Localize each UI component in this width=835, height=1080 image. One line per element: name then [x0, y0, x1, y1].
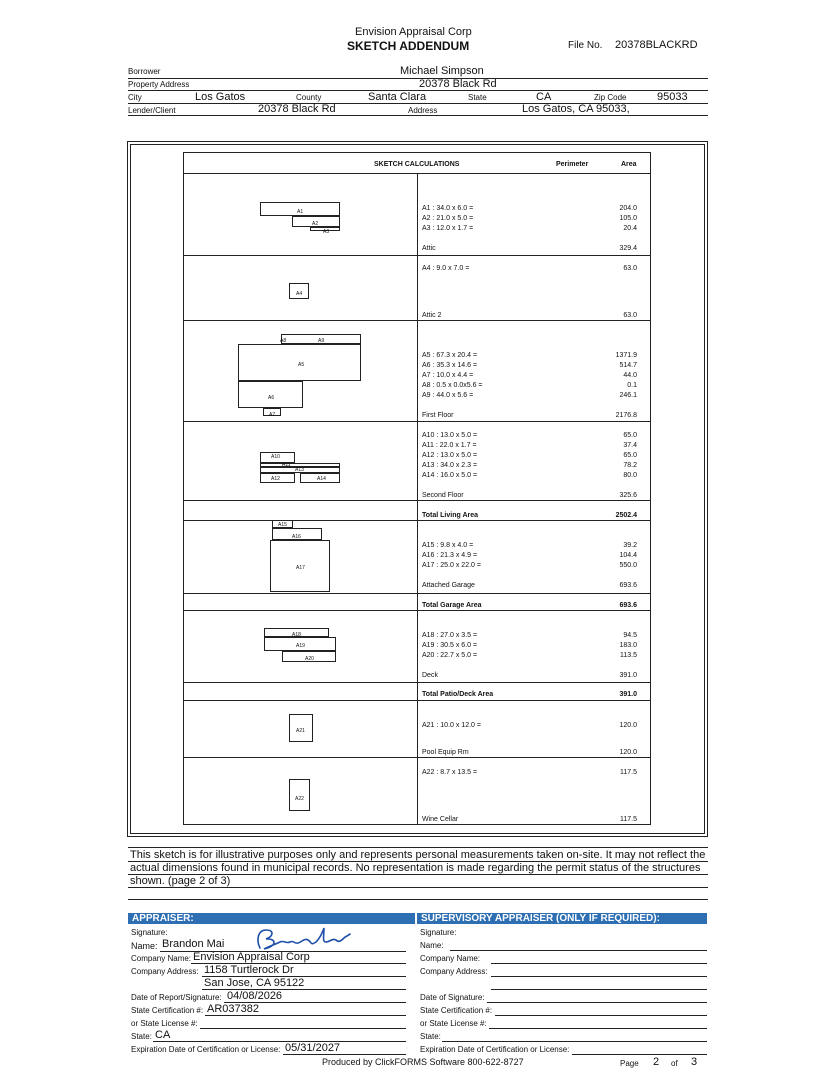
- calc-area: 514.7: [619, 362, 637, 369]
- page-number: 2: [653, 1056, 660, 1068]
- supervisory-cert-label: State Certification #:: [420, 1006, 493, 1015]
- appraiser-company-name: Envision Appraisal Corp: [193, 951, 310, 963]
- calc-total-label: Second Floor: [422, 492, 464, 499]
- calc-area: 105.0: [619, 215, 637, 222]
- calc-line: A11 : 22.0 x 1.7 =: [422, 442, 477, 449]
- sketch-label: A17: [296, 565, 305, 571]
- sketch-label: A20: [305, 656, 314, 662]
- calc-grand-label: Total Patio/Deck Area: [422, 691, 494, 698]
- calc-area: 104.4: [619, 552, 637, 559]
- supervisory-expiration-label: Expiration Date of Certification or License:: [420, 1045, 570, 1054]
- calc-area: 94.5: [623, 632, 637, 639]
- calc-total-label: First Floor: [422, 412, 454, 419]
- zip-label: Zip Code: [594, 93, 627, 102]
- supervisory-company-address-label: Company Address:: [420, 967, 488, 976]
- sketch-label: A11: [282, 462, 291, 468]
- disclaimer-line-1: This sketch is for illustrative purposes only and represents personal measurements taken on-site. It may not reflect the: [130, 849, 706, 861]
- calc-line: A21 : 10.0 x 12.0 =: [422, 722, 481, 729]
- supervisory-signature-label: Signature:: [420, 928, 457, 937]
- calc-line: A7 : 10.0 x 4.4 =: [422, 372, 474, 379]
- company-name: Envision Appraisal Corp: [355, 26, 472, 38]
- appraiser-company-address-label: Company Address:: [131, 967, 199, 976]
- total-pages: 3: [691, 1056, 698, 1068]
- calc-area: 44.0: [623, 372, 637, 379]
- county-value: Santa Clara: [368, 91, 427, 103]
- file-no-label: File No.: [568, 40, 603, 51]
- calc-area: 65.0: [623, 452, 637, 459]
- appraiser-signature: [250, 922, 360, 954]
- calc-line: A9 : 44.0 x 5.6 =: [422, 392, 474, 399]
- calc-grand: 391.0: [619, 691, 637, 698]
- appraiser-cert-label: State Certification #:: [131, 1006, 204, 1015]
- supervisory-state-label: State:: [420, 1032, 441, 1041]
- sketch-label: A4: [296, 291, 303, 297]
- appraiser-company-address-1: 1158 Turtlerock Dr: [204, 964, 294, 976]
- sketch-label: A9: [318, 338, 325, 344]
- calc-total: 117.5: [620, 816, 637, 823]
- city-value: Los Gatos: [195, 91, 246, 103]
- calc-total-label: Deck: [422, 672, 438, 679]
- calc-area: 78.2: [623, 462, 637, 469]
- appraiser-license-label: or State License #:: [131, 1019, 198, 1028]
- calc-grand-label: Total Living Area: [422, 512, 479, 519]
- calc-line: A14 : 16.0 x 5.0 =: [422, 472, 478, 479]
- lender-label: Lender/Client: [128, 106, 176, 115]
- lender-value: 20378 Black Rd: [258, 103, 336, 115]
- calc-area: 1371.9: [615, 352, 637, 359]
- calc-line: A5 : 67.3 x 20.4 =: [422, 352, 478, 359]
- appraiser-expiration: 05/31/2027: [285, 1042, 341, 1054]
- calc-line: A17 : 25.0 x 22.0 =: [422, 562, 481, 569]
- calc-area: 39.2: [623, 542, 637, 549]
- calc-area: 120.0: [619, 722, 637, 729]
- appraiser-company-name-label: Company Name:: [131, 954, 192, 963]
- calc-line: A2 : 21.0 x 5.0 =: [422, 215, 474, 222]
- page-title: SKETCH ADDENDUM: [347, 39, 470, 53]
- sketch-label: A12: [271, 476, 280, 482]
- calc-total: 63.0: [623, 312, 637, 319]
- calc-line: A15 : 9.8 x 4.0 =: [422, 542, 474, 549]
- calc-total: 325.6: [619, 492, 637, 499]
- appraiser-heading: APPRAISER:: [128, 913, 415, 924]
- calc-total-label: Wine Cellar: [422, 816, 459, 823]
- appraiser-signature-label: Signature:: [131, 928, 168, 937]
- calc-total-label: Attic 2: [422, 312, 442, 319]
- state-value: CA: [536, 91, 552, 103]
- appraiser-state-label: State:: [131, 1032, 152, 1041]
- zip-value: 95033: [657, 91, 688, 103]
- appraiser-expiration-label: Expiration Date of Certification or License:: [131, 1045, 281, 1054]
- sketch-label: A22: [295, 796, 304, 802]
- supervisory-license-label: or State License #:: [420, 1019, 487, 1028]
- property-address-value: 20378 Black Rd: [419, 78, 497, 90]
- sketch-label: A10: [271, 454, 280, 460]
- calc-area: 0.1: [627, 382, 637, 389]
- area-header: Area: [621, 161, 637, 168]
- calc-line: A22 : 8.7 x 13.5 =: [422, 769, 478, 776]
- calc-total-label: Attached Garage: [422, 582, 475, 589]
- of-label: of: [671, 1059, 678, 1068]
- calc-line: A20 : 22.7 x 5.0 =: [422, 652, 478, 659]
- city-label: City: [128, 93, 142, 102]
- calc-line: A3 : 12.0 x 1.7 =: [422, 225, 474, 232]
- sketch-label: A14: [317, 476, 326, 482]
- sketch-label: A19: [296, 643, 305, 649]
- appraiser-cert: AR037382: [207, 1003, 259, 1015]
- address-value: Los Gatos, CA 95033,: [522, 103, 630, 115]
- calc-line: A1 : 34.0 x 6.0 =: [422, 205, 474, 212]
- borrower-label: Borrower: [128, 67, 161, 76]
- calc-total-label: Attic: [422, 245, 436, 252]
- calc-area: 80.0: [623, 472, 637, 479]
- sketch-label: A7: [269, 412, 276, 418]
- sketch-label: A8: [280, 338, 287, 344]
- disclaimer-line-3: shown. (page 2 of 3): [130, 875, 231, 887]
- produced-by: Produced by ClickFORMS Software 800-622-8727: [322, 1057, 524, 1067]
- calc-line: A8 : 0.5 x 0.0x5.6 =: [422, 382, 483, 389]
- calc-line: A6 : 35.3 x 14.6 =: [422, 362, 478, 369]
- calc-total: 391.0: [619, 672, 637, 679]
- sketch-label: A13: [295, 467, 304, 473]
- calc-grand: 2502.4: [615, 512, 637, 519]
- calc-line: A4 : 9.0 x 7.0 =: [422, 265, 470, 272]
- calc-grand: 693.6: [619, 602, 637, 609]
- supervisory-company-name-label: Company Name:: [420, 954, 481, 963]
- calc-line: A16 : 21.3 x 4.9 =: [422, 552, 478, 559]
- calc-line: A12 : 13.0 x 5.0 =: [422, 452, 478, 459]
- sketch-label: A15: [278, 522, 287, 528]
- supervisory-date-label: Date of Signature:: [420, 993, 485, 1002]
- disclaimer-line-2: actual dimensions found in municipal records. No representation is made regarding the permit status of the structures: [130, 862, 701, 874]
- county-label: County: [296, 93, 322, 102]
- file-no: 20378BLACKRD: [615, 39, 698, 51]
- sketch-label: A6: [268, 395, 275, 401]
- appraiser-name-label: Name:: [131, 941, 158, 951]
- calc-area: 113.5: [620, 652, 637, 659]
- sketch-label: A18: [292, 632, 301, 638]
- calc-header: SKETCH CALCULATIONS: [374, 161, 460, 168]
- appraiser-date: 04/08/2026: [227, 990, 283, 1002]
- calc-total: 2176.8: [615, 412, 637, 419]
- state-label: State: [468, 93, 487, 102]
- sketch-label: A21: [296, 728, 305, 734]
- calc-line: A18 : 27.0 x 3.5 =: [422, 632, 478, 639]
- appraiser-name: Brandon Mai: [162, 938, 225, 950]
- borrower-value: Michael Simpson: [400, 65, 484, 77]
- supervisory-name-label: Name:: [420, 941, 444, 950]
- property-address-label: Property Address: [128, 80, 190, 89]
- sketch-area-a22: [289, 779, 310, 811]
- appraiser-date-label: Date of Report/Signature:: [131, 993, 222, 1002]
- calc-area: 550.0: [619, 562, 637, 569]
- supervisory-heading: SUPERVISORY APPRAISER (ONLY IF REQUIRED):: [417, 913, 707, 924]
- calc-line: A10 : 13.0 x 5.0 =: [422, 432, 478, 439]
- appraiser-state: CA: [155, 1029, 171, 1041]
- perimeter-header: Perimeter: [556, 161, 589, 168]
- calc-line: A19 : 30.5 x 6.0 =: [422, 642, 478, 649]
- calc-area: 204.0: [619, 205, 637, 212]
- calc-area: 246.1: [619, 392, 637, 399]
- calc-area: 183.0: [619, 642, 637, 649]
- calc-total: 120.0: [619, 749, 637, 756]
- calc-total-label: Pool Equip Rm: [422, 749, 469, 756]
- calc-line: A13 : 34.0 x 2.3 =: [422, 462, 478, 469]
- calc-area: 117.5: [620, 769, 637, 776]
- sketch-label: A16: [292, 534, 301, 540]
- sketch-label: A3: [323, 229, 330, 235]
- calc-area: 65.0: [623, 432, 637, 439]
- calc-area: 63.0: [623, 265, 637, 272]
- page-label: Page: [620, 1059, 639, 1068]
- sketch-label: A1: [297, 209, 304, 215]
- sketch-label: A2: [312, 221, 319, 227]
- sketch-label: A5: [298, 362, 305, 368]
- calc-total: 329.4: [619, 245, 637, 252]
- calc-total: 693.6: [619, 582, 637, 589]
- appraiser-company-address-2: San Jose, CA 95122: [204, 977, 305, 989]
- calc-area: 37.4: [623, 442, 637, 449]
- address-label: Address: [408, 106, 438, 115]
- calc-area: 20.4: [623, 225, 637, 232]
- calc-grand-label: Total Garage Area: [422, 602, 482, 609]
